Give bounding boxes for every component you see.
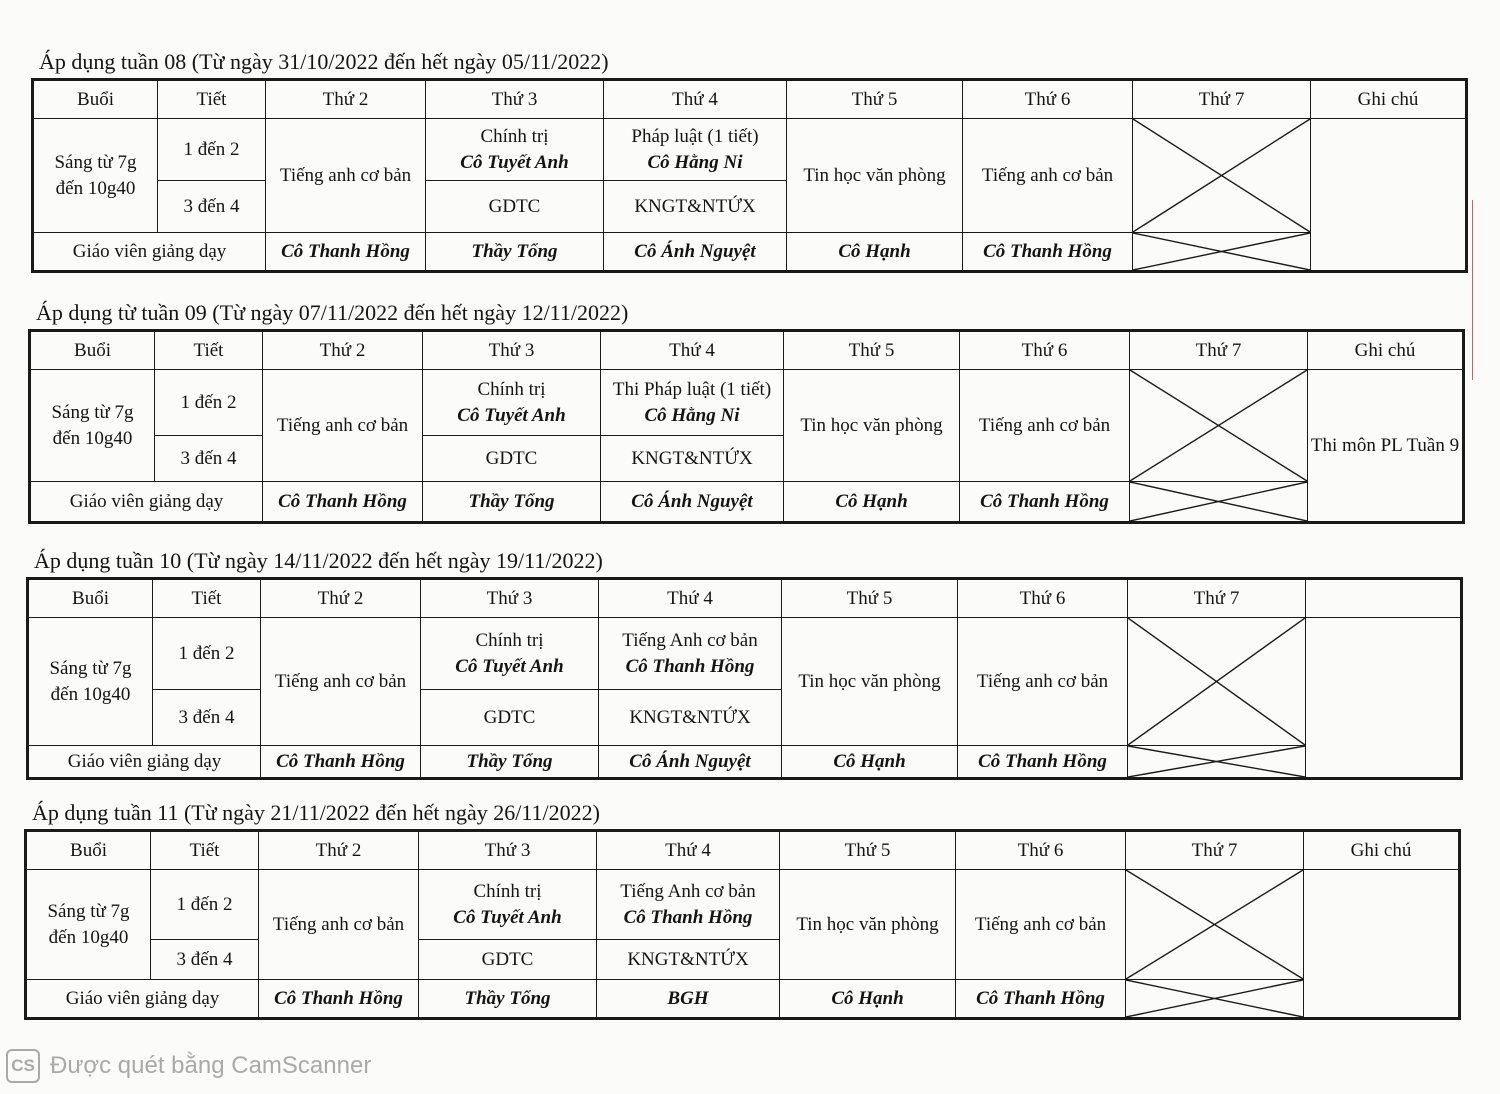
header-buoi: Buổi xyxy=(29,580,153,618)
teacher-name: Cô Thanh Hồng xyxy=(625,655,755,677)
teachers-label: Giáo viên giảng dạy xyxy=(29,746,261,778)
header-thu5: Thứ 5 xyxy=(784,332,960,370)
thu6-subject: Tiếng anh cơ bản xyxy=(963,119,1133,233)
header-thu2: Thứ 2 xyxy=(261,580,421,618)
table-header-row xyxy=(29,580,1461,618)
teachers-label: Giáo viên giảng dạy xyxy=(34,233,266,271)
header-thu2: Thứ 2 xyxy=(266,81,426,119)
subject-name: Chính trị xyxy=(480,125,549,147)
header-buoi: Buổi xyxy=(31,332,155,370)
teacher-name: Cô Tuyết Anh xyxy=(455,655,564,677)
thu3-subject xyxy=(423,370,601,436)
thu2-subject: Tiếng anh cơ bản xyxy=(263,370,423,482)
header-thu7: Thứ 7 xyxy=(1130,332,1308,370)
session-line: Sáng từ 7g xyxy=(49,657,132,679)
timetable xyxy=(30,331,1463,522)
teachers-label: Giáo viên giảng dạy xyxy=(27,980,259,1018)
header-thu3: Thứ 3 xyxy=(426,81,604,119)
teachers-row xyxy=(31,482,1463,522)
cross-mark-icon xyxy=(1130,370,1307,481)
subject-name: Thi Pháp luật (1 tiết) xyxy=(612,378,772,400)
session-cell xyxy=(34,119,158,233)
period-cell: 1 đến 2 xyxy=(153,618,261,690)
camscanner-watermark xyxy=(6,1046,371,1086)
session-line: đến 10g40 xyxy=(55,177,136,199)
note-cell xyxy=(1304,870,1459,1018)
thu7-empty-teacher-cell xyxy=(1128,746,1306,778)
header-thu2: Thứ 2 xyxy=(259,832,419,870)
timetable xyxy=(28,579,1461,778)
teacher-thu6: Cô Thanh Hồng xyxy=(956,980,1126,1018)
header-ghichu: Ghi chú xyxy=(1304,832,1459,870)
camscanner-logo-icon: CS xyxy=(6,1049,40,1083)
table-row xyxy=(27,870,1459,940)
table-header-row xyxy=(34,81,1466,119)
week-schedule-block xyxy=(33,44,1465,271)
table-header-row xyxy=(27,832,1459,870)
week-schedule-block xyxy=(26,795,1458,1018)
teacher-thu6: Cô Thanh Hồng xyxy=(960,482,1130,522)
teacher-thu4: Cô Ánh Nguyệt xyxy=(604,233,787,271)
thu4-subject: KNGT&NTỨX xyxy=(599,690,782,746)
cross-mark-icon xyxy=(1128,746,1305,777)
header-thu6: Thứ 6 xyxy=(958,580,1128,618)
teacher-thu3: Thầy Tổng xyxy=(419,980,597,1018)
thu4-subject: KNGT&NTỨX xyxy=(597,940,780,980)
thu6-subject: Tiếng anh cơ bản xyxy=(958,618,1128,746)
subject-name: Chính trị xyxy=(475,629,544,651)
cross-mark-icon xyxy=(1128,618,1305,745)
header-ghichu: Ghi chú xyxy=(1311,81,1466,119)
teacher-thu5: Cô Hạnh xyxy=(787,233,963,271)
thu5-subject: Tin học văn phòng xyxy=(784,370,960,482)
thu4-subject xyxy=(604,119,787,181)
cross-mark-icon xyxy=(1133,119,1310,232)
week-schedule-block xyxy=(30,295,1462,522)
subject-name: Chính trị xyxy=(477,378,546,400)
thu4-subject xyxy=(601,370,784,436)
session-line: Sáng từ 7g xyxy=(51,401,134,423)
teacher-thu2: Cô Thanh Hồng xyxy=(259,980,419,1018)
header-thu6: Thứ 6 xyxy=(963,81,1133,119)
teacher-thu5: Cô Hạnh xyxy=(784,482,960,522)
thu6-subject: Tiếng anh cơ bản xyxy=(956,870,1126,980)
teachers-row xyxy=(29,746,1461,778)
teacher-thu6: Cô Thanh Hồng xyxy=(963,233,1133,271)
period-cell: 3 đến 4 xyxy=(151,940,259,980)
teacher-thu2: Cô Thanh Hồng xyxy=(263,482,423,522)
header-thu5: Thứ 5 xyxy=(782,580,958,618)
thu5-subject: Tin học văn phòng xyxy=(787,119,963,233)
teachers-label: Giáo viên giảng dạy xyxy=(31,482,263,522)
teacher-thu2: Cô Thanh Hồng xyxy=(266,233,426,271)
header-tiet: Tiết xyxy=(155,332,263,370)
thu4-subject: KNGT&NTỨX xyxy=(604,181,787,233)
header-buoi: Buổi xyxy=(27,832,151,870)
session-cell xyxy=(27,870,151,980)
header-thu5: Thứ 5 xyxy=(780,832,956,870)
note-cell xyxy=(1306,618,1461,778)
teacher-thu2: Cô Thanh Hồng xyxy=(261,746,421,778)
header-thu4: Thứ 4 xyxy=(599,580,782,618)
teacher-thu5: Cô Hạnh xyxy=(780,980,956,1018)
cross-mark-icon xyxy=(1130,482,1307,521)
subject-name: Pháp luật (1 tiết) xyxy=(631,125,759,147)
table-row xyxy=(34,119,1466,181)
header-thu6: Thứ 6 xyxy=(956,832,1126,870)
teacher-thu3: Thầy Tổng xyxy=(421,746,599,778)
period-cell: 3 đến 4 xyxy=(158,181,266,233)
teacher-name: Cô Thanh Hồng xyxy=(623,906,753,928)
thu3-subject: GDTC xyxy=(419,940,597,980)
session-line: đến 10g40 xyxy=(48,926,129,948)
week-heading: Áp dụng tuần 08 (Từ ngày 31/10/2022 đến hết ngày 05/11/2022) xyxy=(39,49,609,74)
header-ghichu xyxy=(1306,580,1461,618)
session-line: Sáng từ 7g xyxy=(54,151,137,173)
thu7-empty-cell xyxy=(1130,370,1308,482)
header-thu3: Thứ 3 xyxy=(421,580,599,618)
session-line: đến 10g40 xyxy=(52,427,133,449)
thu7-empty-cell xyxy=(1133,119,1311,233)
thu3-subject xyxy=(426,119,604,181)
note-cell xyxy=(1311,119,1466,271)
teacher-name: Cô Tuyết Anh xyxy=(453,906,562,928)
thu3-subject: GDTC xyxy=(423,436,601,482)
header-tiet: Tiết xyxy=(151,832,259,870)
subject-name: Chính trị xyxy=(473,880,542,902)
thu7-empty-teacher-cell xyxy=(1133,233,1311,271)
thu7-empty-teacher-cell xyxy=(1130,482,1308,522)
header-ghichu: Ghi chú xyxy=(1308,332,1463,370)
session-line: đến 10g40 xyxy=(50,683,131,705)
teacher-name: Cô Tuyết Anh xyxy=(457,404,566,426)
teacher-thu3: Thầy Tổng xyxy=(426,233,604,271)
teacher-name: Cô Hằng Ni xyxy=(647,151,743,173)
timetable xyxy=(33,80,1466,271)
thu5-subject: Tin học văn phòng xyxy=(780,870,956,980)
thu2-subject: Tiếng anh cơ bản xyxy=(259,870,419,980)
header-tiet: Tiết xyxy=(153,580,261,618)
stamp-edge xyxy=(1472,200,1500,380)
period-cell: 1 đến 2 xyxy=(151,870,259,940)
teacher-thu4: Cô Ánh Nguyệt xyxy=(601,482,784,522)
table-row xyxy=(31,370,1463,436)
thu3-subject: GDTC xyxy=(426,181,604,233)
thu4-subject: KNGT&NTỨX xyxy=(601,436,784,482)
header-thu7: Thứ 7 xyxy=(1126,832,1304,870)
thu6-subject: Tiếng anh cơ bản xyxy=(960,370,1130,482)
thu2-subject: Tiếng anh cơ bản xyxy=(261,618,421,746)
header-thu2: Thứ 2 xyxy=(263,332,423,370)
header-thu6: Thứ 6 xyxy=(960,332,1130,370)
teacher-thu4: Cô Ánh Nguyệt xyxy=(599,746,782,778)
thu3-subject xyxy=(421,618,599,690)
cross-mark-icon xyxy=(1126,870,1303,979)
week-heading: Áp dụng từ tuần 09 (Từ ngày 07/11/2022 đến hết ngày 12/11/2022) xyxy=(36,300,629,325)
header-thu3: Thứ 3 xyxy=(419,832,597,870)
table-row xyxy=(29,618,1461,690)
teacher-thu5: Cô Hạnh xyxy=(782,746,958,778)
header-thu3: Thứ 3 xyxy=(423,332,601,370)
thu3-subject: GDTC xyxy=(421,690,599,746)
week-heading: Áp dụng tuần 10 (Từ ngày 14/11/2022 đến hết ngày 19/11/2022) xyxy=(34,548,603,573)
teachers-row xyxy=(34,233,1466,271)
table-header-row xyxy=(31,332,1463,370)
thu7-empty-cell xyxy=(1126,870,1304,980)
session-cell xyxy=(29,618,153,746)
header-thu7: Thứ 7 xyxy=(1133,81,1311,119)
cross-mark-icon xyxy=(1126,980,1303,1017)
week-schedule-block xyxy=(28,543,1460,778)
period-cell: 3 đến 4 xyxy=(155,436,263,482)
period-cell: 1 đến 2 xyxy=(155,370,263,436)
thu4-subject xyxy=(597,870,780,940)
week-heading: Áp dụng tuần 11 (Từ ngày 21/11/2022 đến hết ngày 26/11/2022) xyxy=(32,800,600,825)
note-cell: Thi môn PL Tuần 9 xyxy=(1308,370,1463,522)
teacher-name: Cô Hằng Ni xyxy=(644,404,740,426)
timetable xyxy=(26,831,1459,1018)
teacher-thu6: Cô Thanh Hồng xyxy=(958,746,1128,778)
teacher-thu4: BGH xyxy=(597,980,780,1018)
session-line: Sáng từ 7g xyxy=(47,900,130,922)
session-cell xyxy=(31,370,155,482)
thu2-subject: Tiếng anh cơ bản xyxy=(266,119,426,233)
teachers-row xyxy=(27,980,1459,1018)
thu4-subject xyxy=(599,618,782,690)
thu7-empty-teacher-cell xyxy=(1126,980,1304,1018)
period-cell: 3 đến 4 xyxy=(153,690,261,746)
header-thu7: Thứ 7 xyxy=(1128,580,1306,618)
header-thu4: Thứ 4 xyxy=(604,81,787,119)
header-thu4: Thứ 4 xyxy=(597,832,780,870)
header-buoi: Buổi xyxy=(34,81,158,119)
subject-name: Tiếng Anh cơ bản xyxy=(620,880,756,902)
watermark-text: Được quét bằng CamScanner xyxy=(50,1052,372,1079)
subject-name: Tiếng Anh cơ bản xyxy=(622,629,758,651)
thu7-empty-cell xyxy=(1128,618,1306,746)
cross-mark-icon xyxy=(1133,233,1310,270)
thu3-subject xyxy=(419,870,597,940)
teacher-thu3: Thầy Tổng xyxy=(423,482,601,522)
teacher-name: Cô Tuyết Anh xyxy=(460,151,569,173)
header-tiet: Tiết xyxy=(158,81,266,119)
period-cell: 1 đến 2 xyxy=(158,119,266,181)
header-thu4: Thứ 4 xyxy=(601,332,784,370)
thu5-subject: Tin học văn phòng xyxy=(782,618,958,746)
header-thu5: Thứ 5 xyxy=(787,81,963,119)
